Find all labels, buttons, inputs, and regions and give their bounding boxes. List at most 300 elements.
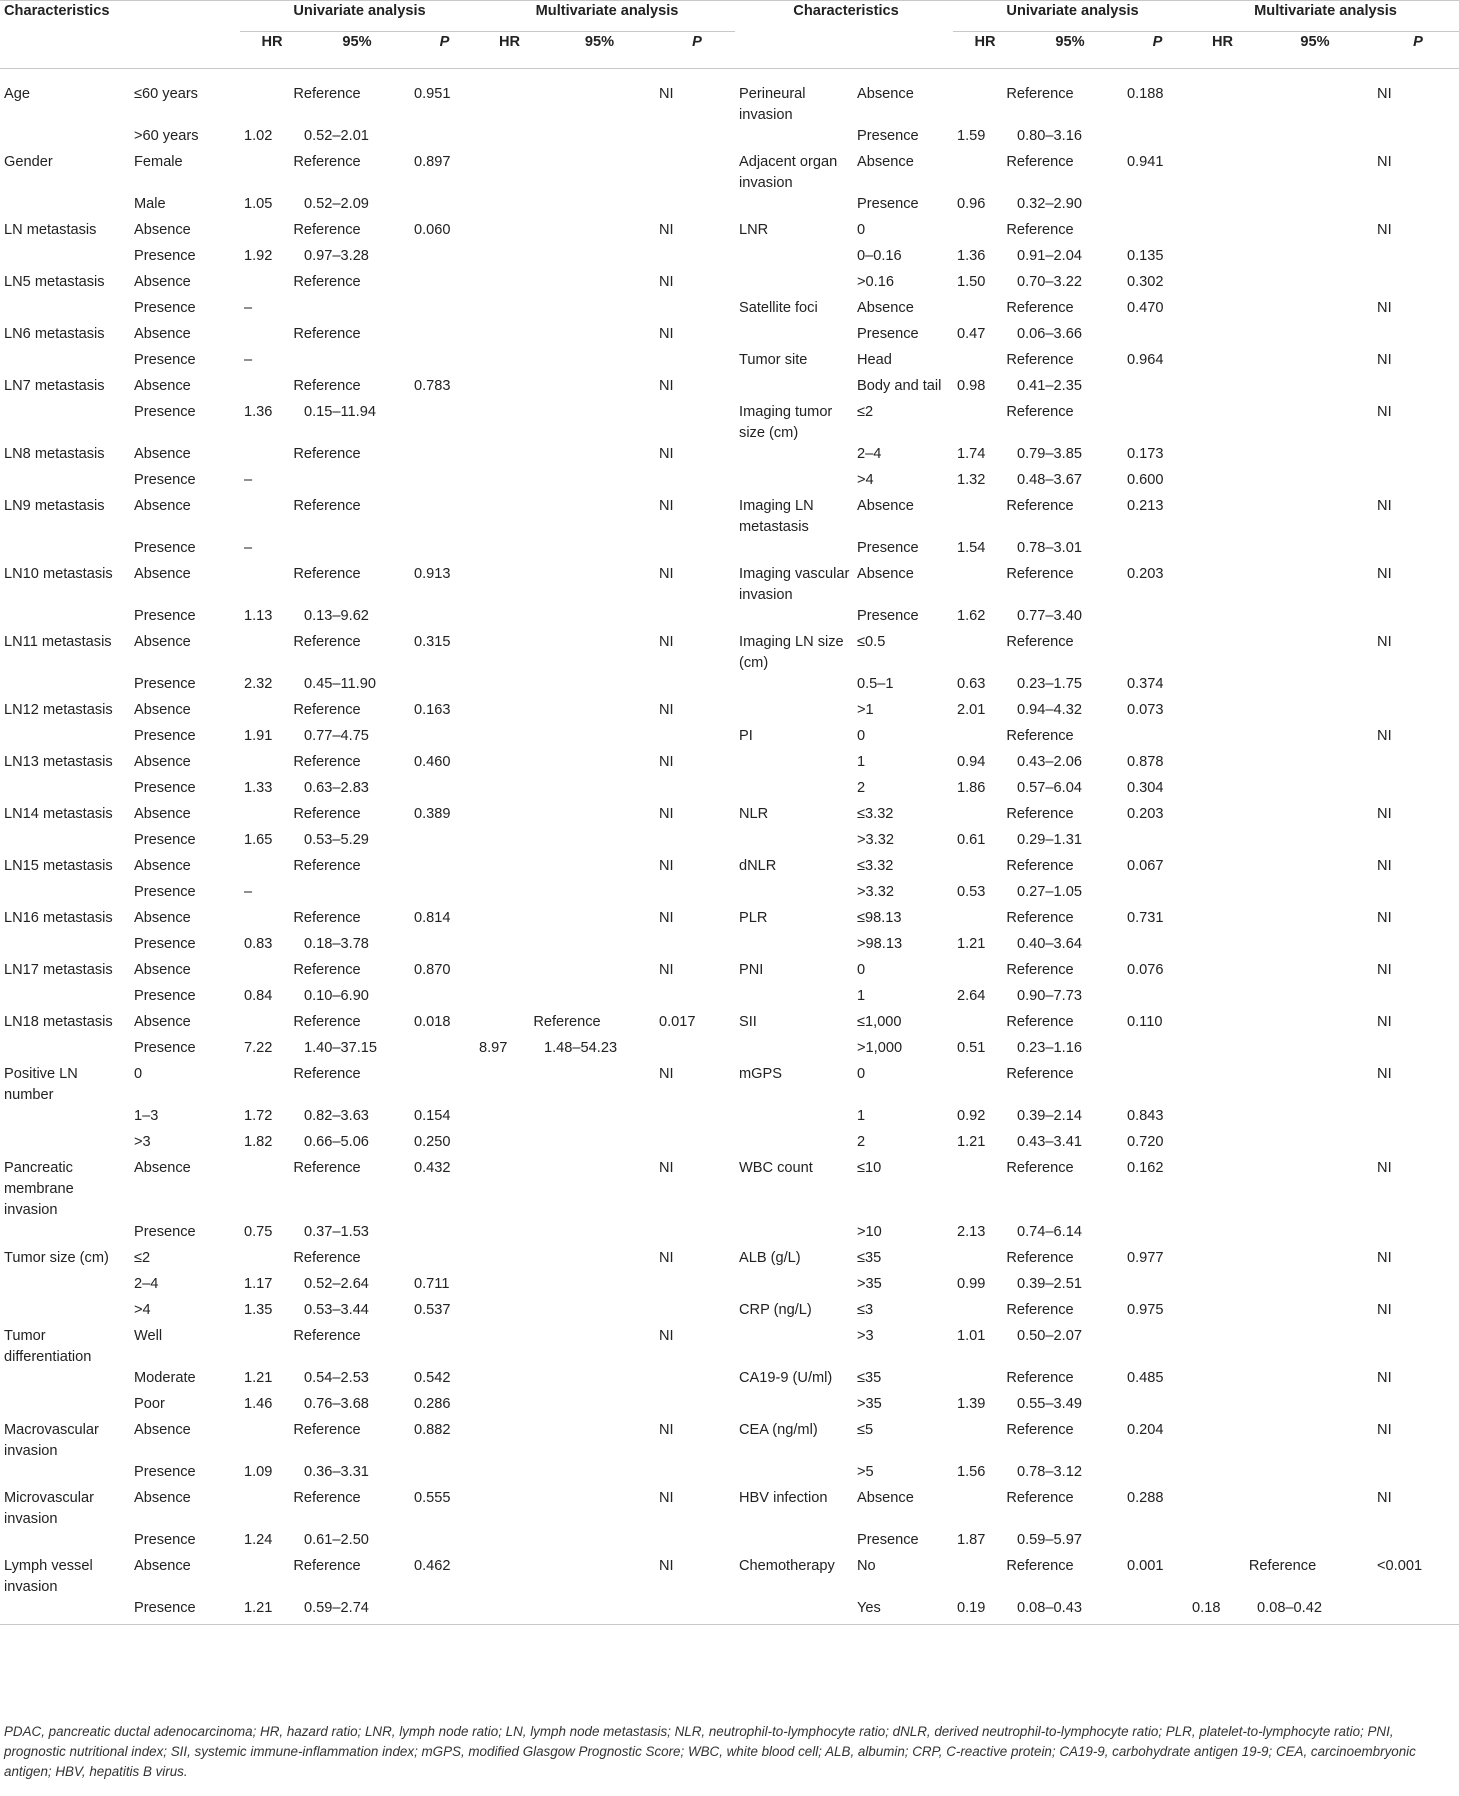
left-multi-ci — [540, 960, 655, 986]
left-uni-ci: 0.66–5.06 — [304, 1134, 369, 1150]
left-multi-hr — [475, 496, 540, 538]
right-characteristic: mGPS — [739, 1066, 782, 1082]
right-uni-p: 0.173 — [1127, 446, 1164, 462]
right-characteristic — [735, 194, 853, 220]
left-characteristic — [0, 1368, 130, 1394]
left-level: ≤2 — [134, 1250, 151, 1266]
left-multi-hr — [475, 470, 540, 496]
header-row-groups — [0, 1, 1459, 32]
left-uni-hr: – — [244, 540, 253, 556]
right-uni-p: 0.878 — [1127, 754, 1164, 770]
right-uni-p: 0.203 — [1127, 566, 1164, 582]
right-characteristic — [735, 444, 853, 470]
left-multi-ci — [540, 470, 655, 496]
left-level: Absence — [134, 962, 191, 978]
right-multi-ci — [1253, 908, 1373, 934]
table-row — [0, 538, 1459, 564]
left-uni-p — [410, 1530, 475, 1556]
right-uni-p: 0.843 — [1127, 1108, 1164, 1124]
right-level: Absence — [857, 154, 914, 170]
left-uni-ci — [300, 470, 410, 496]
right-multi-p: NI — [1377, 352, 1392, 368]
right-multi-ci — [1253, 1012, 1373, 1038]
right-multi-ci — [1253, 1420, 1373, 1462]
right-multi-ci — [1253, 606, 1373, 632]
left-level: Absence — [134, 634, 191, 650]
left-characteristic — [0, 830, 130, 856]
right-uni-p: 0.304 — [1127, 780, 1164, 796]
left-uni-hr: 1.36 — [244, 404, 273, 420]
left-uni-p — [410, 470, 475, 496]
left-uni-p — [410, 778, 475, 804]
right-uni-hr: 0.63 — [957, 676, 986, 692]
right-uni-p: 0.204 — [1127, 1422, 1164, 1438]
right-uni-hr: 1.74 — [957, 446, 986, 462]
left-characteristic — [0, 402, 130, 444]
left-multi-hr — [475, 1222, 540, 1248]
left-uni-ci: 0.77–4.75 — [304, 728, 369, 744]
left-level: Absence — [134, 378, 191, 394]
right-level: >3.32 — [857, 884, 894, 900]
right-uni-hr: 1.87 — [957, 1532, 986, 1548]
right-characteristic: CRP (ng/L) — [739, 1302, 812, 1318]
right-uni-ci: 0.57–6.04 — [1017, 780, 1082, 796]
right-uni-hr: Reference — [1006, 222, 1074, 238]
right-multi-hr — [1188, 1012, 1253, 1038]
right-uni-ci: 0.40–3.64 — [1017, 936, 1082, 952]
left-characteristic: LN12 metastasis — [4, 702, 113, 718]
right-multi-p: NI — [1377, 1250, 1392, 1266]
right-multi-p — [1373, 1222, 1459, 1248]
right-uni-hr: 2.13 — [957, 1224, 986, 1240]
right-multi-ci — [1253, 538, 1373, 564]
right-multi-hr — [1188, 1222, 1253, 1248]
right-uni-hr: Reference — [1006, 1490, 1074, 1506]
left-uni-ci: 0.53–5.29 — [304, 832, 369, 848]
left-uni-ci — [300, 538, 410, 564]
left-characteristic — [0, 726, 130, 752]
table-row — [0, 152, 1459, 194]
right-multi-ci — [1253, 934, 1373, 960]
table-row — [0, 1106, 1459, 1132]
left-characteristic: Pancreatic membrane invasion — [4, 1160, 74, 1218]
right-uni-ci: 0.74–6.14 — [1017, 1224, 1082, 1240]
right-level: ≤5 — [857, 1422, 874, 1438]
left-characteristic — [0, 1394, 130, 1420]
left-uni-hr: 1.35 — [244, 1302, 273, 1318]
left-characteristic — [0, 1598, 130, 1625]
right-multi-ci — [1253, 1274, 1373, 1300]
left-multi-p — [655, 470, 735, 496]
left-level: ≤60 years — [134, 86, 198, 102]
left-multi-ci — [540, 606, 655, 632]
left-characteristic: LN16 metastasis — [4, 910, 113, 926]
right-multi-hr — [1188, 856, 1253, 882]
right-characteristic: Adjacent organ invasion — [739, 154, 838, 191]
right-level: >4 — [857, 472, 874, 488]
right-uni-hr: Reference — [1006, 86, 1074, 102]
right-characteristic: PLR — [739, 910, 768, 926]
table-row — [0, 350, 1459, 376]
right-characteristic — [735, 934, 853, 960]
left-uni-ci: 0.53–3.44 — [304, 1302, 369, 1318]
left-uni-hr: Reference — [293, 566, 361, 582]
left-uni-ci: 0.52–2.09 — [304, 196, 369, 212]
right-multi-p: NI — [1377, 1302, 1392, 1318]
header-p: P — [1413, 34, 1423, 50]
right-characteristic — [735, 986, 853, 1012]
right-multi-ci — [1253, 470, 1373, 496]
left-multi-p — [655, 1368, 735, 1394]
table-row — [0, 1488, 1459, 1530]
table-row — [0, 1222, 1459, 1248]
right-uni-hr: Reference — [1006, 154, 1074, 170]
table-row — [0, 444, 1459, 470]
right-level: 0.5–1 — [857, 676, 894, 692]
right-level: 0 — [857, 222, 866, 238]
right-multi-hr — [1188, 1326, 1253, 1368]
left-multi-ci — [540, 882, 655, 908]
right-multi-hr — [1188, 402, 1253, 444]
right-multi-hr — [1188, 1530, 1253, 1556]
table-row — [0, 804, 1459, 830]
right-uni-hr: 1.50 — [957, 274, 986, 290]
right-level: Yes — [857, 1600, 881, 1616]
left-multi-ci — [540, 804, 655, 830]
right-characteristic — [735, 1598, 853, 1625]
right-multi-ci — [1253, 752, 1373, 778]
right-level: 1 — [857, 988, 866, 1004]
left-uni-hr: Reference — [293, 1558, 361, 1574]
table-row — [0, 402, 1459, 444]
right-characteristic — [735, 1106, 853, 1132]
left-multi-p — [655, 1300, 735, 1326]
right-characteristic: Imaging vascular invasion — [739, 566, 850, 603]
left-multi-ci — [540, 1556, 655, 1598]
right-level: 0 — [857, 728, 866, 744]
left-multi-hr — [475, 220, 540, 246]
left-multi-ci — [540, 726, 655, 752]
right-multi-ci — [1253, 700, 1373, 726]
left-multi-hr — [475, 804, 540, 830]
right-multi-p: NI — [1377, 498, 1392, 514]
left-uni-hr: – — [244, 352, 253, 368]
right-uni-p: 0.964 — [1127, 352, 1164, 368]
right-level: 2 — [857, 1134, 866, 1150]
left-characteristic — [0, 194, 130, 220]
header-multivariate-right: Multivariate analysis — [1188, 1, 1459, 32]
right-uni-hr: 1.39 — [957, 1396, 986, 1412]
left-multi-hr — [475, 726, 540, 752]
left-uni-hr: 2.32 — [244, 676, 273, 692]
left-multi-hr — [475, 84, 540, 126]
right-multi-hr — [1188, 778, 1253, 804]
right-uni-p: 0.600 — [1127, 472, 1164, 488]
left-multi-ci — [540, 1326, 655, 1368]
left-multi-p: NI — [659, 326, 674, 342]
left-uni-hr: Reference — [293, 1160, 361, 1176]
left-characteristic — [0, 1132, 130, 1158]
left-uni-hr: 1.21 — [244, 1600, 273, 1616]
right-uni-ci: 0.48–3.67 — [1017, 472, 1082, 488]
left-multi-ci — [540, 272, 655, 298]
left-multi-ci — [540, 1274, 655, 1300]
left-characteristic — [0, 1106, 130, 1132]
left-multi-p — [655, 1394, 735, 1420]
left-uni-ci: 0.45–11.90 — [304, 676, 376, 692]
table-row — [0, 1462, 1459, 1488]
right-multi-hr — [1188, 152, 1253, 194]
table-row — [0, 1274, 1459, 1300]
right-uni-ci: 0.59–5.97 — [1017, 1532, 1082, 1548]
table-row — [0, 1326, 1459, 1368]
left-multi-hr — [475, 194, 540, 220]
left-multi-ci — [540, 830, 655, 856]
left-uni-p — [410, 882, 475, 908]
left-uni-p: 0.882 — [414, 1422, 451, 1438]
left-multi-p — [655, 1598, 735, 1625]
left-characteristic — [0, 986, 130, 1012]
right-multi-ci — [1253, 1038, 1373, 1064]
right-uni-hr: 1.32 — [957, 472, 986, 488]
left-multi-ci — [540, 194, 655, 220]
left-uni-hr: Reference — [293, 498, 361, 514]
right-uni-hr: Reference — [1006, 498, 1074, 514]
right-multi-ci — [1253, 272, 1373, 298]
left-level: Presence — [134, 540, 196, 556]
right-multi-p: NI — [1377, 1422, 1392, 1438]
left-uni-hr: Reference — [293, 154, 361, 170]
left-multi-ci — [540, 152, 655, 194]
right-level: Presence — [857, 196, 919, 212]
right-uni-p — [1123, 126, 1188, 152]
right-multi-ci — [1253, 1326, 1373, 1368]
left-level: Absence — [134, 274, 191, 290]
right-multi-ci — [1253, 444, 1373, 470]
right-uni-p: 0.720 — [1127, 1134, 1164, 1150]
left-multi-ci — [540, 1488, 655, 1530]
right-characteristic — [735, 778, 853, 804]
right-multi-p — [1373, 126, 1459, 152]
left-uni-ci: 0.82–3.63 — [304, 1108, 369, 1124]
right-multi-hr — [1188, 606, 1253, 632]
left-level: Absence — [134, 566, 191, 582]
right-uni-ci: 0.41–2.35 — [1017, 378, 1082, 394]
left-uni-hr: Reference — [293, 274, 361, 290]
left-uni-hr: Reference — [293, 1422, 361, 1438]
right-uni-p — [1123, 1326, 1188, 1368]
right-uni-hr: 0.94 — [957, 754, 986, 770]
left-multi-hr — [475, 632, 540, 674]
table-row — [0, 1420, 1459, 1462]
table-footnote: PDAC, pancreatic ductal adenocarcinoma; HR, hazard ratio; LNR, lymph node ratio; LN, lymph node metastasis; NLR, neutrophil-to-lymphocyte ratio; dNLR, derived neutrophil-to-lymphocyte ratio; PLR, platelet-to-lymphocyte ratio; PNI, prognostic nutritional index; SII, systemic immune-inflammation index; mGPS, modified Glasgow Prognostic Score; WBC, white blood cell; ALB, albumin; CRP, C-reactive protein; CA19-9, carbohydrate antigen 19-9; CEA, carcinoembryonic antigen; HBV, hepatitis B virus. — [4, 1724, 1416, 1779]
right-multi-ci — [1253, 674, 1373, 700]
right-multi-p — [1373, 700, 1459, 726]
right-multi-p: NI — [1377, 1490, 1392, 1506]
right-multi-hr — [1188, 470, 1253, 496]
right-level: ≤2 — [857, 404, 874, 420]
right-multi-hr: Reference — [1248, 1558, 1317, 1574]
right-multi-p — [1373, 1326, 1459, 1368]
left-uni-hr: 1.02 — [244, 128, 273, 144]
header-p: P — [692, 34, 702, 50]
right-uni-hr: Reference — [1006, 1066, 1074, 1082]
left-multi-hr — [475, 1598, 540, 1625]
left-level: Presence — [134, 1532, 196, 1548]
right-multi-p: NI — [1377, 566, 1392, 582]
left-level: 1–3 — [134, 1108, 159, 1124]
right-characteristic: Satellite foci — [739, 300, 818, 316]
left-uni-hr: 1.21 — [244, 1370, 273, 1386]
right-multi-p: NI — [1377, 1370, 1392, 1386]
left-level: Presence — [134, 472, 196, 488]
right-characteristic — [735, 1462, 853, 1488]
left-uni-hr: Reference — [293, 806, 361, 822]
left-level: Absence — [134, 222, 191, 238]
right-level: Absence — [857, 498, 914, 514]
right-multi-hr — [1188, 538, 1253, 564]
left-uni-p: 0.951 — [414, 86, 451, 102]
left-multi-hr — [475, 1158, 540, 1222]
right-uni-ci: 0.70–3.22 — [1017, 274, 1082, 290]
right-multi-p: NI — [1377, 1160, 1392, 1176]
header-univariate-right: Univariate analysis — [953, 1, 1188, 32]
left-uni-p — [410, 324, 475, 350]
left-uni-ci: 0.10–6.90 — [304, 988, 369, 1004]
left-level: >3 — [134, 1134, 151, 1150]
right-level: Presence — [857, 540, 919, 556]
right-level: >1 — [857, 702, 874, 718]
right-uni-hr: Reference — [1006, 1558, 1074, 1574]
left-level: Absence — [134, 326, 191, 342]
right-level: Absence — [857, 566, 914, 582]
table-row — [0, 908, 1459, 934]
right-multi-ci — [1253, 402, 1373, 444]
left-level: Presence — [134, 352, 196, 368]
right-uni-hr: 1.36 — [957, 248, 986, 264]
right-uni-hr: Reference — [1006, 1250, 1074, 1266]
left-uni-p — [410, 1326, 475, 1368]
header-characteristics-right: Characteristics — [793, 3, 899, 19]
right-level: ≤0.5 — [857, 634, 886, 650]
right-multi-hr — [1188, 1394, 1253, 1420]
left-uni-p — [410, 606, 475, 632]
right-multi-hr — [1188, 1368, 1253, 1394]
left-level: Absence — [134, 910, 191, 926]
left-uni-ci: 0.52–2.64 — [304, 1276, 369, 1292]
left-characteristic: LN10 metastasis — [4, 566, 113, 582]
right-uni-hr: 0.96 — [957, 196, 986, 212]
left-multi-ci — [540, 246, 655, 272]
left-multi-ci — [540, 496, 655, 538]
left-uni-p — [410, 126, 475, 152]
right-multi-hr — [1188, 84, 1253, 126]
right-uni-hr: Reference — [1006, 728, 1074, 744]
right-uni-p — [1123, 1462, 1188, 1488]
left-multi-p: NI — [659, 1328, 674, 1344]
left-multi-p — [655, 830, 735, 856]
left-multi-p — [655, 882, 735, 908]
left-multi-p — [655, 934, 735, 960]
left-characteristic: LN11 metastasis — [4, 634, 112, 650]
right-multi-p — [1373, 606, 1459, 632]
right-multi-hr — [1188, 908, 1253, 934]
left-uni-hr: Reference — [293, 754, 361, 770]
left-characteristic: Tumor size (cm) — [4, 1250, 109, 1266]
left-uni-p — [410, 1248, 475, 1274]
left-multi-hr — [475, 246, 540, 272]
right-uni-p — [1123, 726, 1188, 752]
left-uni-p — [410, 1064, 475, 1106]
left-level: Presence — [134, 676, 196, 692]
right-multi-hr — [1188, 1300, 1253, 1326]
right-uni-p — [1123, 632, 1188, 674]
left-uni-p — [410, 496, 475, 538]
right-uni-p — [1123, 538, 1188, 564]
left-uni-ci: 0.63–2.83 — [304, 780, 369, 796]
left-characteristic — [0, 1462, 130, 1488]
left-multi-ci — [540, 1158, 655, 1222]
left-uni-p: 0.537 — [414, 1302, 451, 1318]
right-characteristic: LNR — [739, 222, 769, 238]
left-multi-hr — [475, 152, 540, 194]
right-characteristic — [735, 1326, 853, 1368]
right-level: ≤35 — [857, 1370, 882, 1386]
right-multi-hr — [1188, 1462, 1253, 1488]
left-uni-hr: Reference — [293, 222, 361, 238]
right-uni-ci: 0.79–3.85 — [1017, 446, 1082, 462]
left-characteristic: LN metastasis — [4, 222, 97, 238]
left-uni-p: 0.814 — [414, 910, 451, 926]
right-multi-ci — [1253, 986, 1373, 1012]
left-multi-ci — [540, 1248, 655, 1274]
left-multi-ci — [540, 700, 655, 726]
left-level: Presence — [134, 1600, 196, 1616]
table-row — [0, 700, 1459, 726]
right-uni-p — [1123, 402, 1188, 444]
left-uni-p — [410, 298, 475, 324]
left-multi-ci — [540, 1598, 655, 1625]
left-level: Presence — [134, 988, 196, 1004]
right-multi-ci — [1253, 1300, 1373, 1326]
left-characteristic: LN8 metastasis — [4, 446, 105, 462]
right-multi-hr — [1188, 298, 1253, 324]
right-multi-ci — [1253, 1462, 1373, 1488]
right-level: >35 — [857, 1276, 882, 1292]
left-characteristic: LN13 metastasis — [4, 754, 113, 770]
left-multi-hr — [475, 752, 540, 778]
right-characteristic: CEA (ng/ml) — [739, 1422, 818, 1438]
left-multi-ci — [540, 376, 655, 402]
left-multi-hr: Reference — [533, 1014, 601, 1030]
left-uni-ci: 0.15–11.94 — [304, 404, 376, 420]
right-multi-p: NI — [1377, 222, 1392, 238]
right-uni-hr: 0.92 — [957, 1108, 986, 1124]
left-multi-ci — [540, 1394, 655, 1420]
left-uni-hr: Reference — [293, 1014, 361, 1030]
left-uni-hr: 1.72 — [244, 1108, 273, 1124]
right-uni-ci: 0.78–3.12 — [1017, 1464, 1082, 1480]
left-uni-p — [410, 934, 475, 960]
left-uni-ci: 0.76–3.68 — [304, 1396, 369, 1412]
left-uni-p: 0.870 — [414, 962, 451, 978]
left-level: Presence — [134, 1040, 196, 1056]
left-multi-ci — [540, 324, 655, 350]
right-multi-ci — [1253, 1064, 1373, 1106]
left-level: >60 years — [134, 128, 199, 144]
left-uni-hr: 1.65 — [244, 832, 273, 848]
left-multi-hr — [475, 856, 540, 882]
